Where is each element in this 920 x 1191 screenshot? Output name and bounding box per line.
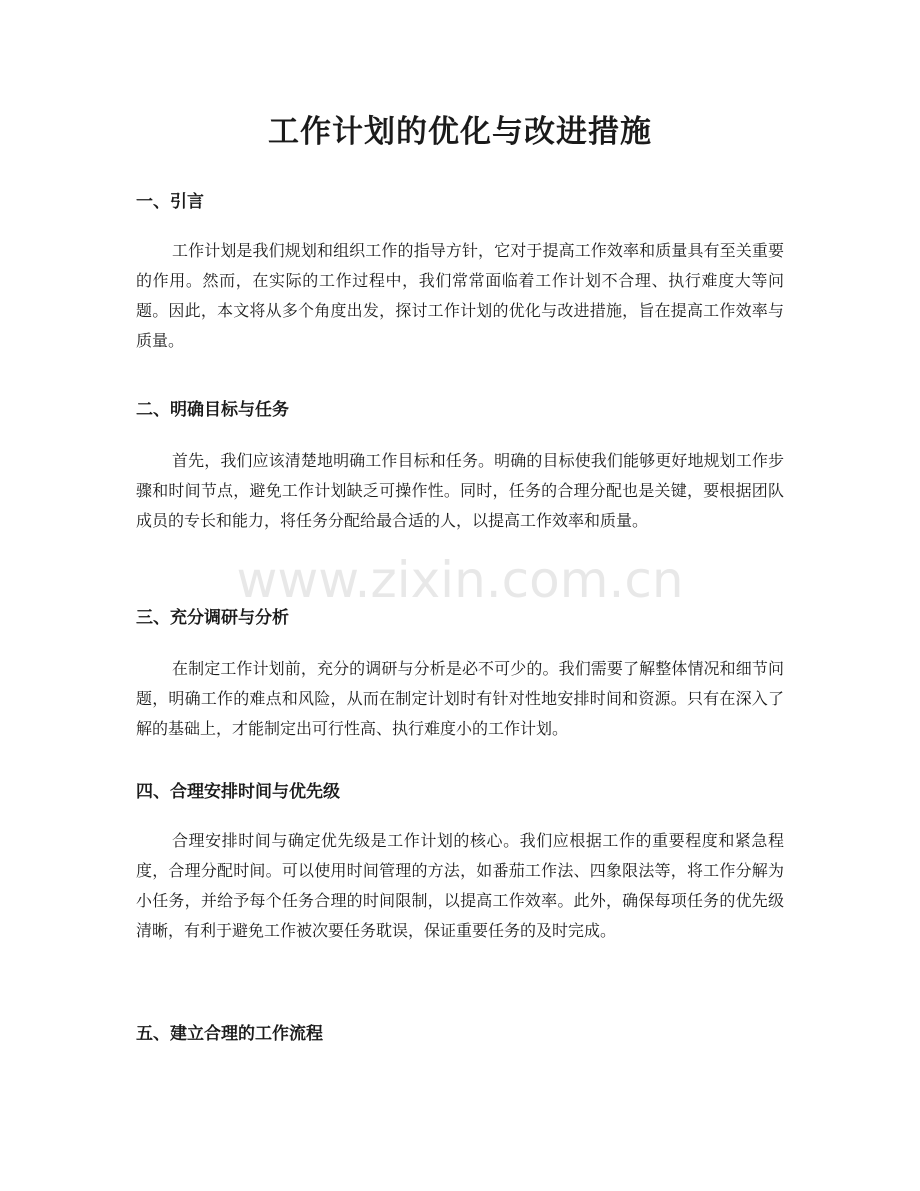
section-heading-time-priority: 四、合理安排时间与优先级 [136,782,340,802]
section-paragraph-research: 在制定工作计划前，充分的调研与分析是必不可少的。我们需要了解整体情况和细节问题，明确工作的难点和风险，从而在制定计划时有针对性地安排时间和资源。只有在深入了解的基础上，才能制定出可行性高、执行难度小的工作计划。 [136,659,784,738]
section-heading-introduction: 一、引言 [136,192,204,212]
section-heading-workflow: 五、建立合理的工作流程 [136,1024,323,1044]
section-heading-research: 三、充分调研与分析 [136,608,289,628]
watermark: www.zixin.com.cn [236,551,684,609]
section-paragraph-goals: 首先，我们应该清楚地明确工作目标和任务。明确的目标使我们能够更好地规划工作步骤和时间节点，避免工作计划缺乏可操作性。同时，任务的合理分配也是关键，要根据团队成员的专长和能力，将任务分配给最合适的人，以提高工作效率和质量。 [136,451,784,530]
section-paragraph-introduction: 工作计划是我们规划和组织工作的指导方针，它对于提高工作效率和质量具有至关重要的作用。然而，在实际的工作过程中，我们常常面临着工作计划不合理、执行难度大等问题。因此，本文将从多个角度出发，探讨工作计划的优化与改进措施，旨在提高工作效率与质量。 [136,241,784,350]
section-paragraph-time-priority: 合理安排时间与确定优先级是工作计划的核心。我们应根据工作的重要程度和紧急程度，合理分配时间。可以使用时间管理的方法，如番茄工作法、四象限法等，将工作分解为小任务，并给予每个任务合理的时间限制，以提高工作效率。此外，确保每项任务的优先级清晰，有利于避免工作被次要任务耽误，保证重要任务的及时完成。 [136,831,784,940]
section-heading-goals: 二、明确目标与任务 [136,400,289,420]
document-title: 工作计划的优化与改进措施 [268,114,652,150]
